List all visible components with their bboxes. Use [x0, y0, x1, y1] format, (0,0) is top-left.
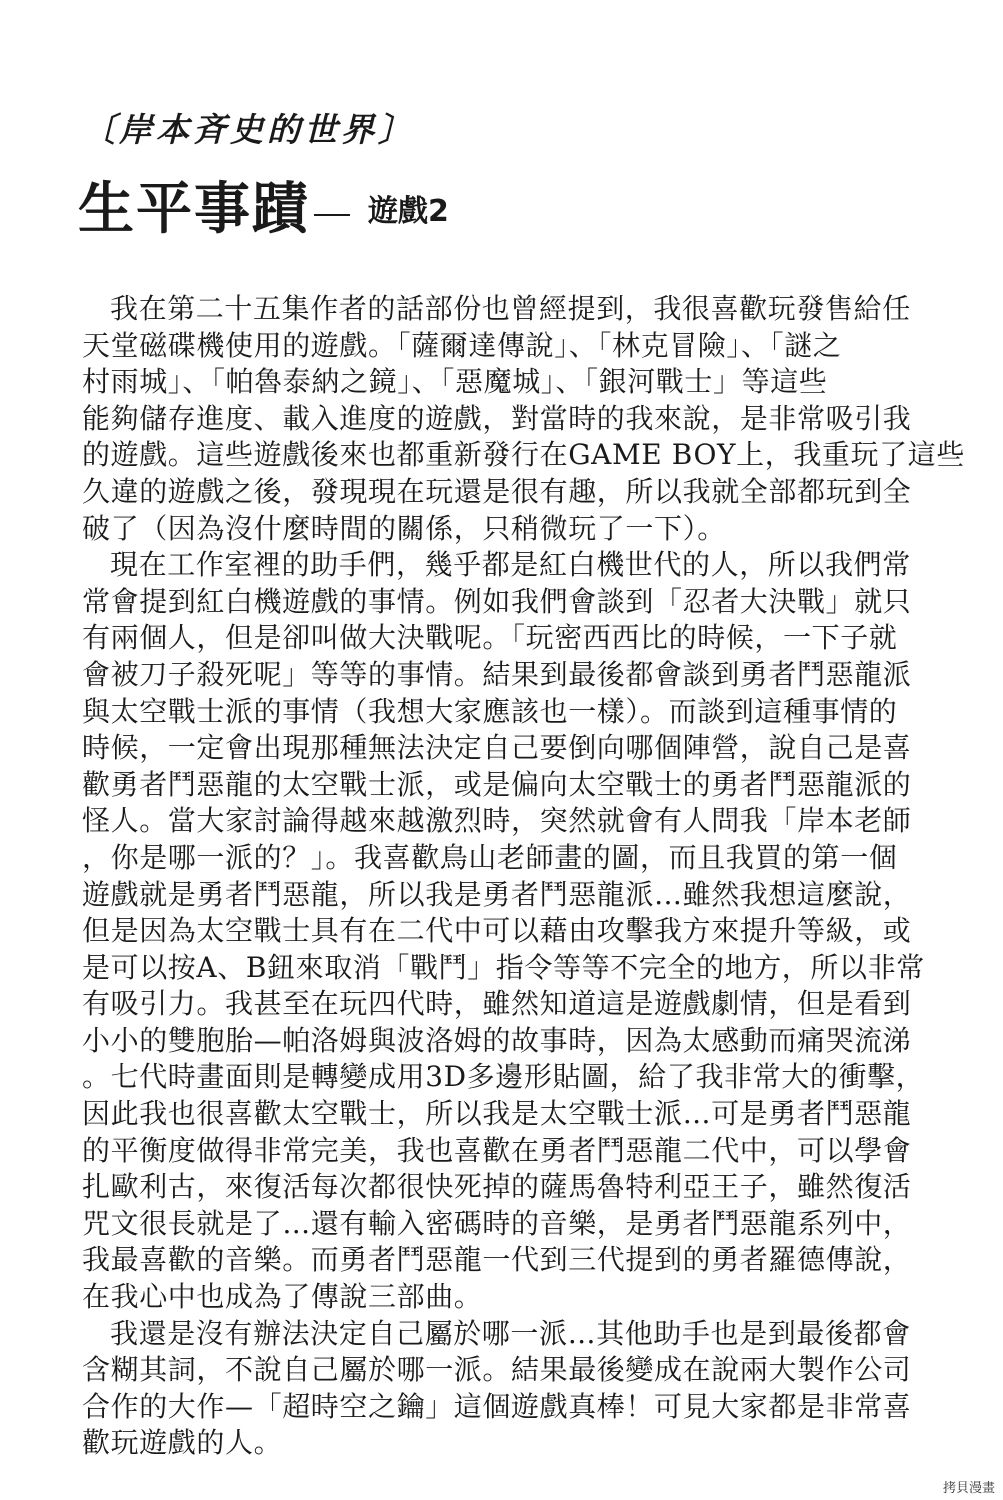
headline-subtitle: 遊戲2: [368, 194, 449, 229]
paragraph-line: ，你是哪一派的？」。我喜歡鳥山老師畫的圖，而且我買的第一個: [82, 840, 898, 874]
paragraph-line: 含糊其詞，不說自己屬於哪一派。結果最後變成在說兩大製作公司: [82, 1353, 912, 1387]
paragraph-line: 咒文很長就是了…還有輸入密碼時的音樂，是勇者鬥惡龍系列中，: [82, 1206, 912, 1240]
body-text: [82, 291, 965, 1462]
paragraph-line: 現在工作室裡的助手們，幾乎都是紅白機世代的人，所以我們常: [110, 548, 911, 582]
paragraph-line: 因此我也很喜歡太空戰士，所以我是太空戰士派…可是勇者鬥惡龍: [82, 1097, 912, 1131]
paragraph-line: 小小的雙胞胎—帕洛姆與波洛姆的故事時，因為太感動而痛哭流涕: [82, 1023, 912, 1057]
headline-main: 生平事蹟: [78, 177, 310, 242]
paragraph-line: 常會提到紅白機遊戲的事情。例如我們會談到「忍者大決戰」就只: [82, 584, 912, 618]
paragraph-line: 。七代時畫面則是轉變成用3D多邊形貼圖，給了我非常大的衝擊，: [82, 1060, 925, 1094]
paragraph-line: 與太空戰士派的事情（我想大家應該也一樣）。而談到這種事情的: [82, 694, 898, 728]
paragraph-line: 我還是沒有辦法決定自己屬於哪一派…其他助手也是到最後都會: [110, 1316, 911, 1350]
paragraph-line: 天堂磁碟機使用的遊戲。「薩爾達傳說」、「林克冒險」、「謎之: [82, 328, 842, 362]
paragraph-line: 有吸引力。我甚至在玩四代時，雖然知道這是遊戲劇情，但是看到: [82, 987, 912, 1021]
series-title: 〔岸本斉史的世界〕: [82, 110, 415, 149]
paragraph-line: 破了（因為沒什麼時間的關係，只稍微玩了一下）。: [82, 511, 726, 545]
paragraph-line: 歡玩遊戲的人。: [82, 1426, 283, 1460]
paragraph-line: 合作的大作—「超時空之鑰」這個遊戲真棒！可見大家都是非常喜: [82, 1389, 912, 1423]
paragraph-line: 村雨城」、「帕魯泰納之鏡」、「惡魔城」、「銀河戰士」等這些: [82, 365, 828, 399]
watermark: 拷貝漫畫: [942, 1481, 995, 1496]
paragraph-line: 在我心中也成為了傳說三部曲。: [82, 1280, 483, 1314]
paragraph-line: 怪人。當大家討論得越來越激烈時，突然就會有人問我「岸本老師: [82, 804, 912, 838]
paragraph-line: 我在第二十五集作者的話部份也曾經提到，我很喜歡玩發售給任: [110, 292, 911, 325]
paragraph-line: 遊戲就是勇者鬥惡龍，所以我是勇者鬥惡龍派…雖然我想這麼說，: [82, 877, 912, 911]
paragraph-line: 我最喜歡的音樂。而勇者鬥惡龍一代到三代提到的勇者羅德傳說，: [82, 1243, 912, 1277]
paragraph-line: 是可以按A、B鈕來取消「戰鬥」指令等等不完全的地方，所以非常: [82, 950, 925, 984]
paragraph-line: 會被刀子殺死呢」等等的事情。結果到最後都會談到勇者鬥惡龍派: [82, 657, 912, 691]
paragraph-line: 能夠儲存進度、載入進度的遊戲，對當時的我來說，是非常吸引我: [82, 401, 912, 435]
paragraph-line: 久違的遊戲之後，發現現在玩還是很有趣，所以我就全部都玩到全: [82, 474, 912, 508]
paragraph-line: 的平衡度做得非常完美，我也喜歡在勇者鬥惡龍二代中，可以學會: [82, 1133, 912, 1167]
headline-dash: [314, 214, 350, 216]
paragraph-line: 的遊戲。這些遊戲後來也都重新發行在GAME BOY上，我重玩了這些: [82, 438, 965, 472]
headline: [78, 178, 449, 242]
paragraph-line: 有兩個人，但是卻叫做大決戰呢。「玩密西西比的時候，一下子就: [82, 621, 898, 655]
paragraph-line: 扎歐利古，來復活每次都很快死掉的薩馬魯特利亞王子，雖然復活: [82, 1170, 912, 1204]
paragraph-line: 但是因為太空戰士具有在二代中可以藉由攻擊我方來提升等級，或: [82, 914, 912, 948]
paragraph-line: 時候，一定會出現那種無法決定自己要倒向哪個陣營，說自己是喜: [82, 731, 912, 765]
paragraph-line: 歡勇者鬥惡龍的太空戰士派，或是偏向太空戰士的勇者鬥惡龍派的: [82, 767, 912, 801]
